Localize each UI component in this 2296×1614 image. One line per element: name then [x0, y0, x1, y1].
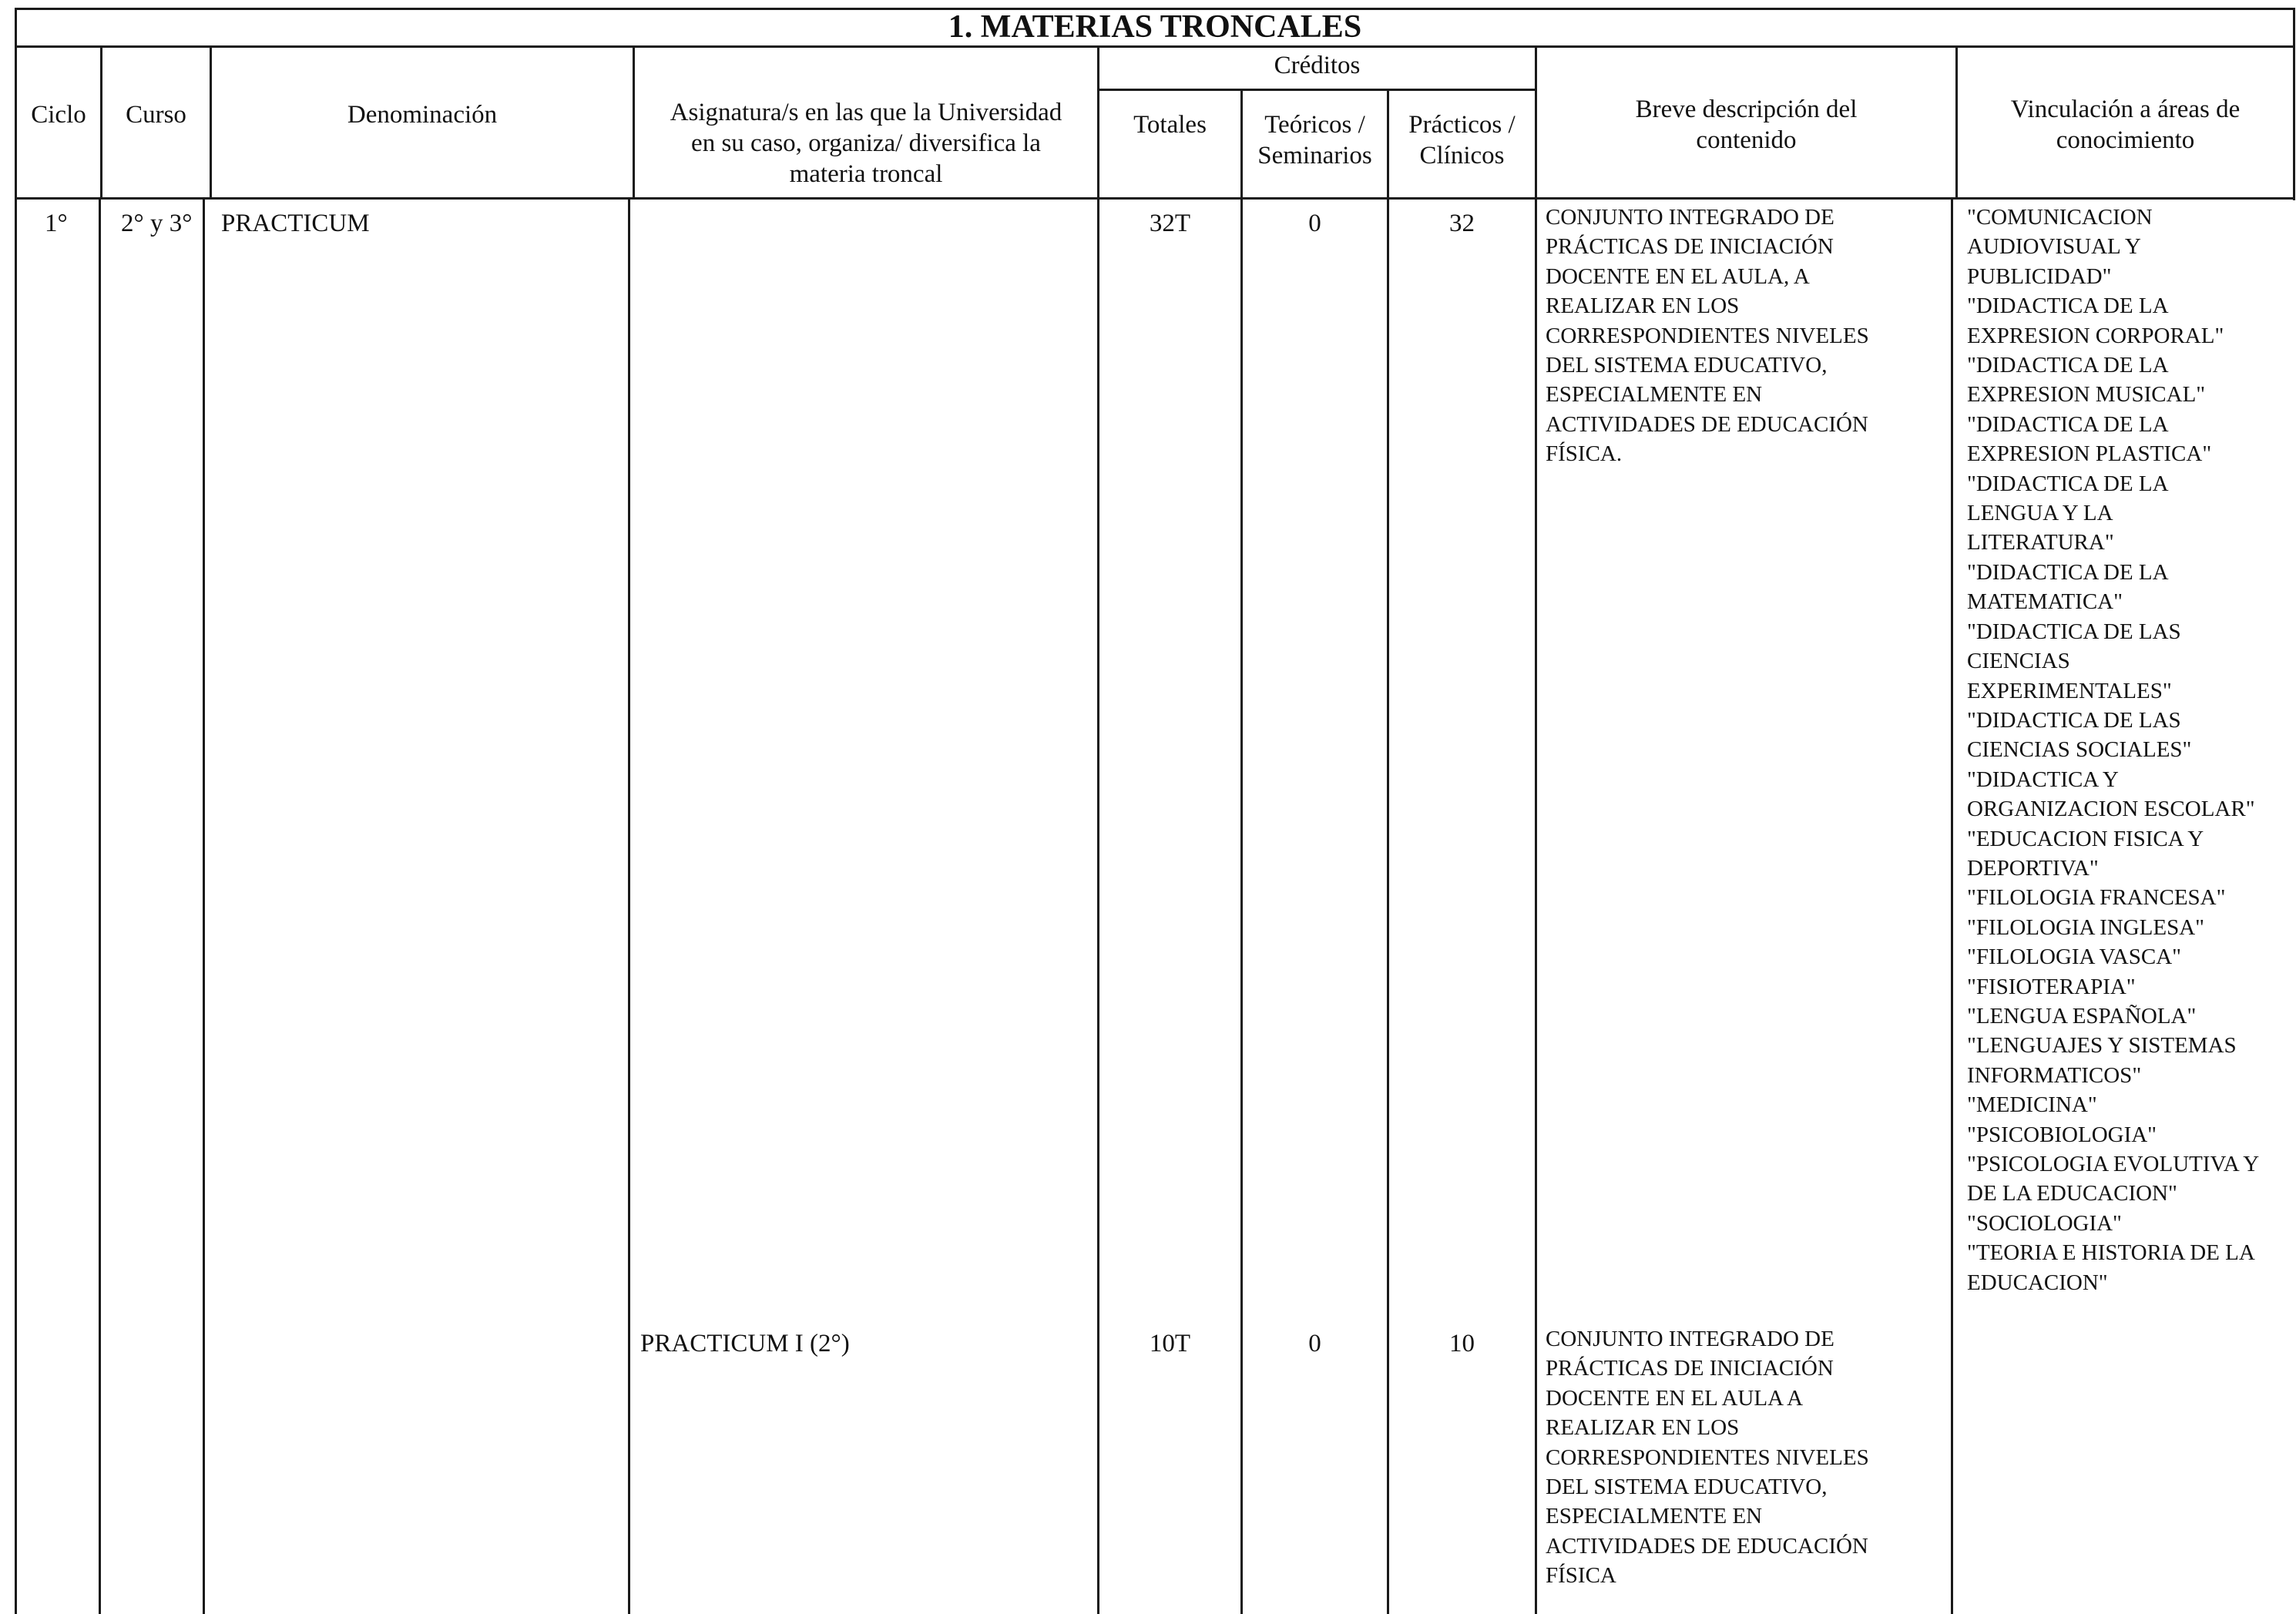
text-line: PRÁCTICAS DE INICIACIÓN — [1546, 1356, 1834, 1381]
text-line: "EDUCACION FISICA Y — [1967, 826, 2204, 851]
header-teoricos-line2: Seminarios — [1257, 142, 1372, 169]
row-curso: 2° y 3° — [121, 210, 193, 237]
text-line: CIENCIAS SOCIALES" — [1967, 737, 2192, 763]
header-descripcion-line1: Breve descripción del — [1635, 96, 1858, 123]
header-descripcion-line2: contenido — [1696, 126, 1797, 154]
text-line: CONJUNTO INTEGRADO DE — [1546, 205, 1834, 230]
col-line-descripcion-body — [1951, 197, 1953, 1614]
left-border — [15, 8, 17, 1614]
row-teoricos: 0 — [1308, 210, 1321, 237]
text-line: "DIDACTICA DE LA — [1967, 294, 2169, 319]
header-asignatura-line1: Asignatura/s en las que la Universidad — [670, 99, 1062, 126]
text-line: REALIZAR EN LOS — [1546, 1415, 1740, 1441]
text-line: ORGANIZACION ESCOLAR" — [1967, 797, 2255, 822]
row-ciclo: 1° — [45, 210, 68, 237]
text-line: "DIDACTICA Y — [1967, 767, 2119, 792]
text-line: ESPECIALMENTE EN — [1546, 382, 1763, 408]
text-line: REALIZAR EN LOS — [1546, 294, 1740, 319]
text-line: "COMUNICACION — [1967, 205, 2153, 230]
text-line: CORRESPONDIENTES NIVELES — [1546, 323, 1869, 348]
text-line: ACTIVIDADES DE EDUCACIÓN — [1546, 1533, 1868, 1559]
row-descripcion — [1546, 1324, 1869, 1591]
text-line: EDUCACION" — [1967, 1270, 2108, 1295]
text-line: "SOCIOLOGIA" — [1967, 1210, 2122, 1236]
text-line: "DIDACTICA DE LA — [1967, 353, 2169, 378]
text-line: DE LA EDUCACION" — [1967, 1181, 2177, 1206]
text-line: "LENGUAJES Y SISTEMAS — [1967, 1033, 2237, 1059]
text-line: CIENCIAS — [1967, 649, 2070, 674]
row-practicos: 32 — [1449, 210, 1475, 237]
text-line: "FILOLOGIA VASCA" — [1967, 945, 2182, 970]
text-line: "DIDACTICA DE LAS — [1967, 619, 2181, 644]
col-line-teoricos — [1387, 89, 1389, 1614]
header-vinculacion-line2: conocimiento — [2056, 126, 2195, 154]
text-line: CORRESPONDIENTES NIVELES — [1546, 1445, 1869, 1470]
text-line: DEL SISTEMA EDUCATIVO, — [1546, 1475, 1828, 1500]
header-practicos-line1: Prácticos / — [1408, 111, 1516, 139]
row-practicos: 10 — [1449, 1330, 1475, 1357]
header-practicos-line2: Clínicos — [1419, 142, 1505, 169]
text-line: ESPECIALMENTE EN — [1546, 1504, 1763, 1529]
col-line-totales — [1240, 89, 1243, 1614]
text-line: EXPRESION CORPORAL" — [1967, 323, 2224, 348]
row-totales: 10T — [1149, 1330, 1191, 1357]
text-line: "DIDACTICA DE LA — [1967, 411, 2169, 437]
header-teoricos-line1: Teóricos / — [1264, 111, 1365, 139]
row-descripcion — [1546, 203, 1869, 469]
row-asignatura: PRACTICUM I (2°) — [640, 1330, 850, 1357]
text-line: "DIDACTICA DE LA — [1967, 559, 2169, 585]
row-vinculacion — [1967, 203, 2259, 1297]
text-line: "MEDICINA" — [1967, 1092, 2097, 1118]
text-line: LENGUA Y LA — [1967, 501, 2113, 526]
header-curso: Curso — [126, 101, 186, 129]
creditos-divider — [1097, 89, 1535, 91]
text-line: "FILOLOGIA INGLESA" — [1967, 914, 2205, 940]
header-asignatura-line2: en su caso, organiza/ diversifica la — [691, 129, 1041, 157]
text-line: ACTIVIDADES DE EDUCACIÓN — [1546, 411, 1868, 437]
text-line: "PSICOLOGIA EVOLUTIVA Y — [1967, 1152, 2260, 1176]
text-line: "LENGUA ESPAÑOLA" — [1967, 1003, 2197, 1028]
text-line: EXPERIMENTALES" — [1967, 678, 2172, 703]
col-line-ciclo-body — [99, 197, 101, 1614]
header-bottom-border — [15, 197, 2295, 200]
text-line: AUDIOVISUAL Y — [1967, 234, 2141, 260]
text-line: EXPRESION PLASTICA" — [1967, 441, 2212, 467]
text-line: DEPORTIVA" — [1967, 855, 2099, 881]
text-line: FÍSICA — [1546, 1563, 1616, 1589]
text-line: "FISIOTERAPIA" — [1967, 974, 2136, 999]
text-line: DOCENTE EN EL AULA, A — [1546, 263, 1810, 289]
header-creditos: Créditos — [1274, 52, 1361, 79]
text-line: MATEMATICA" — [1967, 589, 2123, 615]
header-vinculacion-line1: Vinculación a áreas de — [2010, 96, 2241, 123]
text-line: "FILOLOGIA FRANCESA" — [1967, 885, 2226, 911]
row-denominacion: PRACTICUM — [221, 210, 370, 237]
col-line-curso-body — [203, 197, 205, 1614]
text-line: LITERATURA" — [1967, 530, 2114, 555]
header-asignatura-line3: materia troncal — [789, 160, 943, 188]
col-line-denominacion-body — [628, 197, 630, 1614]
row-teoricos: 0 — [1308, 1330, 1321, 1357]
text-line: FÍSICA. — [1546, 441, 1623, 467]
text-line: INFORMATICOS" — [1967, 1062, 2142, 1088]
text-line: EXPRESION MUSICAL" — [1967, 382, 2206, 408]
text-line: "TEORIA E HISTORIA DE LA — [1967, 1240, 2255, 1266]
text-line: "DIDACTICA DE LAS — [1967, 707, 2181, 733]
row-totales: 32T — [1149, 210, 1191, 237]
header-totales: Totales — [1133, 111, 1207, 139]
section-title: 1. MATERIAS TRONCALES — [948, 9, 1362, 45]
col-line-asignatura — [1097, 45, 1099, 1614]
text-line: "PSICOBIOLOGIA" — [1967, 1122, 2157, 1147]
text-line: DOCENTE EN EL AULA A — [1546, 1385, 1804, 1411]
col-line-practicos — [1535, 45, 1537, 1614]
text-line: PRÁCTICAS DE INICIACIÓN — [1546, 234, 1834, 260]
header-denominacion: Denominación — [347, 101, 498, 129]
text-line: DEL SISTEMA EDUCATIVO, — [1546, 353, 1828, 378]
text-line: PUBLICIDAD" — [1967, 263, 2112, 289]
text-line: "DIDACTICA DE LA — [1967, 471, 2169, 496]
text-line: CONJUNTO INTEGRADO DE — [1546, 1327, 1834, 1351]
header-ciclo: Ciclo — [31, 101, 86, 129]
